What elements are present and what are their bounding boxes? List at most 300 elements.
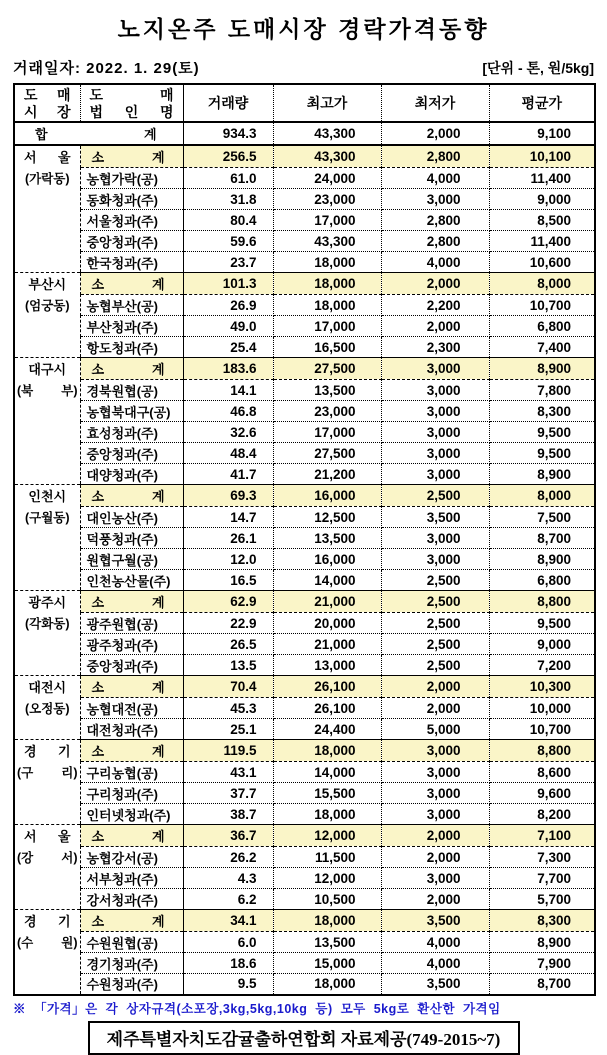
corp-high: 17,000 xyxy=(273,316,381,337)
corp-high: 12,000 xyxy=(273,868,381,889)
subtotal-label xyxy=(80,591,183,613)
subtotal-label-right: 계 xyxy=(151,489,165,504)
subtotal-label xyxy=(80,910,183,932)
corp-avg: 9,600 xyxy=(489,783,595,804)
subtotal-avg: 8,900 xyxy=(489,358,595,380)
subtotal-avg: 8,800 xyxy=(489,740,595,762)
corp-high: 18,000 xyxy=(273,295,381,316)
subtotal-label-left: 소 xyxy=(91,680,105,695)
subtotal-label xyxy=(80,273,183,295)
corp-high: 10,500 xyxy=(273,889,381,910)
market-name: 경 기 xyxy=(24,744,71,759)
subtotal-high: 18,000 xyxy=(273,910,381,932)
market-cell xyxy=(14,740,80,825)
corp-volume: 48.4 xyxy=(183,443,273,464)
subtotal-row xyxy=(14,825,595,847)
corp-name: 대인농산(주) xyxy=(80,507,183,528)
corp-row xyxy=(14,443,595,464)
corp-name: 서부청과(주) xyxy=(80,868,183,889)
market-name: 경 기 xyxy=(24,914,71,929)
subtotal-low: 2,000 xyxy=(381,273,489,295)
district-name: (가락동) xyxy=(24,171,70,186)
corp-high: 43,300 xyxy=(273,231,381,252)
subtotal-avg: 8,300 xyxy=(489,910,595,932)
corp-avg: 7,400 xyxy=(489,337,595,358)
corp-row xyxy=(14,422,595,443)
corp-volume: 26.1 xyxy=(183,528,273,549)
total-label xyxy=(14,122,183,145)
subtotal-row xyxy=(14,591,595,613)
col-header-low: 최저가 xyxy=(381,84,489,122)
district-name: (북 부) xyxy=(17,383,78,398)
corp-high: 21,000 xyxy=(273,634,381,655)
subtotal-low: 2,500 xyxy=(381,485,489,507)
district-name: (오정동) xyxy=(24,701,70,716)
corp-name: 대전청과(주) xyxy=(80,719,183,740)
corp-row xyxy=(14,953,595,974)
corp-volume: 26.9 xyxy=(183,295,273,316)
corp-avg: 8,700 xyxy=(489,528,595,549)
corp-volume: 61.0 xyxy=(183,168,273,189)
subtotal-label xyxy=(80,485,183,507)
corp-header-line1: 도 매 xyxy=(89,86,174,103)
corp-high: 13,500 xyxy=(273,932,381,953)
market-name: 광주시 xyxy=(28,595,67,610)
market-cell xyxy=(14,825,80,910)
corp-avg: 9,500 xyxy=(489,443,595,464)
corp-avg: 7,700 xyxy=(489,868,595,889)
subtotal-label xyxy=(80,825,183,847)
corp-high: 16,000 xyxy=(273,549,381,570)
corp-avg: 6,800 xyxy=(489,570,595,591)
subtotal-label-right: 계 xyxy=(151,829,165,844)
corp-avg: 9,000 xyxy=(489,189,595,210)
district-name: (엄궁동) xyxy=(24,298,70,313)
corp-low: 2,300 xyxy=(381,337,489,358)
corp-name: 중앙청과(주) xyxy=(80,655,183,676)
corp-low: 2,500 xyxy=(381,570,489,591)
total-low: 2,000 xyxy=(381,122,489,145)
corp-avg: 8,600 xyxy=(489,762,595,783)
total-high: 43,300 xyxy=(273,122,381,145)
col-header-volume: 거래량 xyxy=(183,84,273,122)
corp-avg: 7,500 xyxy=(489,507,595,528)
subtotal-volume: 69.3 xyxy=(183,485,273,507)
corp-high: 12,500 xyxy=(273,507,381,528)
corp-volume: 4.3 xyxy=(183,868,273,889)
corp-volume: 46.8 xyxy=(183,401,273,422)
corp-volume: 22.9 xyxy=(183,613,273,634)
subtotal-label-left: 소 xyxy=(91,277,105,292)
subtotal-label-right: 계 xyxy=(151,362,165,377)
corp-name: 농협북대구(공) xyxy=(80,401,183,422)
corp-row xyxy=(14,507,595,528)
meta-row xyxy=(13,57,594,78)
corp-name: 한국청과(주) xyxy=(80,252,183,273)
corp-volume: 32.6 xyxy=(183,422,273,443)
corp-name: 원협구월(공) xyxy=(80,549,183,570)
corp-avg: 8,200 xyxy=(489,804,595,825)
corp-avg: 11,400 xyxy=(489,231,595,252)
subtotal-high: 18,000 xyxy=(273,740,381,762)
corp-volume: 80.4 xyxy=(183,210,273,231)
corp-row xyxy=(14,613,595,634)
total-avg: 9,100 xyxy=(489,122,595,145)
market-cell xyxy=(14,273,80,358)
subtotal-label-left: 소 xyxy=(91,744,105,759)
subtotal-avg: 8,800 xyxy=(489,591,595,613)
col-header-avg: 평균가 xyxy=(489,84,595,122)
market-cell xyxy=(14,910,80,995)
corp-name: 농협강서(공) xyxy=(80,847,183,868)
corp-row xyxy=(14,570,595,591)
corp-volume: 23.7 xyxy=(183,252,273,273)
corp-low: 2,500 xyxy=(381,613,489,634)
subtotal-high: 27,500 xyxy=(273,358,381,380)
corp-high: 13,500 xyxy=(273,380,381,401)
subtotal-avg: 7,100 xyxy=(489,825,595,847)
corp-volume: 43.1 xyxy=(183,762,273,783)
subtotal-avg: 8,000 xyxy=(489,273,595,295)
corp-low: 2,800 xyxy=(381,231,489,252)
subtotal-row xyxy=(14,145,595,168)
corp-low: 2,800 xyxy=(381,210,489,231)
corp-header-line2: 법 인 명 xyxy=(89,103,174,120)
market-header-line2: 시 장 xyxy=(24,103,71,120)
subtotal-volume: 101.3 xyxy=(183,273,273,295)
corp-high: 17,000 xyxy=(273,210,381,231)
corp-name: 수원원협(공) xyxy=(80,932,183,953)
corp-name: 농협부산(공) xyxy=(80,295,183,316)
corp-name: 구리농협(공) xyxy=(80,762,183,783)
corp-avg: 10,000 xyxy=(489,698,595,719)
corp-name: 인천농산물(주) xyxy=(80,570,183,591)
subtotal-row xyxy=(14,358,595,380)
corp-row xyxy=(14,210,595,231)
subtotal-row xyxy=(14,273,595,295)
district-name: (수 원) xyxy=(17,935,78,950)
subtotal-label-right: 계 xyxy=(151,680,165,695)
provider-text: 제주특별자치도감귤출하연합회 자료제공(749-2015~7) xyxy=(106,1029,501,1049)
corp-row xyxy=(14,804,595,825)
market-name: 서 울 xyxy=(24,150,71,165)
corp-row xyxy=(14,719,595,740)
subtotal-avg: 8,000 xyxy=(489,485,595,507)
subtotal-volume: 70.4 xyxy=(183,676,273,698)
total-row xyxy=(14,122,595,145)
corp-name: 강서청과(주) xyxy=(80,889,183,910)
corp-low: 3,500 xyxy=(381,974,489,995)
corp-low: 3,000 xyxy=(381,189,489,210)
corp-name: 대양청과(주) xyxy=(80,464,183,485)
corp-low: 2,000 xyxy=(381,698,489,719)
corp-high: 11,500 xyxy=(273,847,381,868)
corp-high: 18,000 xyxy=(273,974,381,995)
subtotal-row xyxy=(14,740,595,762)
corp-volume: 12.0 xyxy=(183,549,273,570)
corp-avg: 9,500 xyxy=(489,613,595,634)
corp-avg: 8,900 xyxy=(489,932,595,953)
corp-low: 3,500 xyxy=(381,507,489,528)
subtotal-low: 2,500 xyxy=(381,591,489,613)
price-footnote: ※ 「가격」은 각 상자규격(소포장,3kg,5kg,10kg 등) 모두 5kg로 환산한 가격임 xyxy=(13,1001,501,1016)
corp-high: 23,000 xyxy=(273,401,381,422)
corp-low: 3,000 xyxy=(381,443,489,464)
corp-avg: 11,400 xyxy=(489,168,595,189)
corp-low: 2,000 xyxy=(381,847,489,868)
corp-low: 2,000 xyxy=(381,316,489,337)
corp-row xyxy=(14,889,595,910)
corp-name: 경기청과(주) xyxy=(80,953,183,974)
subtotal-label xyxy=(80,676,183,698)
corp-name: 중앙청과(주) xyxy=(80,443,183,464)
corp-high: 24,000 xyxy=(273,168,381,189)
corp-high: 27,500 xyxy=(273,443,381,464)
corp-row xyxy=(14,295,595,316)
corp-low: 3,000 xyxy=(381,464,489,485)
corp-name: 농협대전(공) xyxy=(80,698,183,719)
corp-row xyxy=(14,868,595,889)
corp-low: 4,000 xyxy=(381,252,489,273)
corp-low: 4,000 xyxy=(381,168,489,189)
corp-row xyxy=(14,528,595,549)
district-name: (각화동) xyxy=(24,616,70,631)
price-table xyxy=(13,83,596,996)
subtotal-label-right: 계 xyxy=(151,744,165,759)
corp-name: 서울청과(주) xyxy=(80,210,183,231)
corp-low: 3,000 xyxy=(381,762,489,783)
corp-row xyxy=(14,932,595,953)
corp-low: 2,200 xyxy=(381,295,489,316)
market-name: 대구시 xyxy=(28,362,67,377)
corp-name: 구리청과(주) xyxy=(80,783,183,804)
corp-name: 수원청과(주) xyxy=(80,974,183,995)
corp-volume: 59.6 xyxy=(183,231,273,252)
col-header-market xyxy=(14,84,80,122)
corp-name: 광주원협(공) xyxy=(80,613,183,634)
corp-avg: 7,900 xyxy=(489,953,595,974)
corp-low: 4,000 xyxy=(381,953,489,974)
corp-high: 18,000 xyxy=(273,804,381,825)
subtotal-label xyxy=(80,145,183,168)
corp-avg: 7,800 xyxy=(489,380,595,401)
subtotal-high: 12,000 xyxy=(273,825,381,847)
corp-row xyxy=(14,464,595,485)
subtotal-high: 26,100 xyxy=(273,676,381,698)
subtotal-avg: 10,100 xyxy=(489,145,595,168)
corp-low: 2,500 xyxy=(381,634,489,655)
corp-avg: 8,300 xyxy=(489,401,595,422)
corp-row xyxy=(14,634,595,655)
corp-row xyxy=(14,337,595,358)
subtotal-label-right: 계 xyxy=(151,150,165,165)
corp-row xyxy=(14,231,595,252)
corp-name: 중앙청과(주) xyxy=(80,231,183,252)
total-label-left: 합 xyxy=(35,127,48,142)
subtotal-volume: 34.1 xyxy=(183,910,273,932)
subtotal-avg: 10,300 xyxy=(489,676,595,698)
corp-volume: 41.7 xyxy=(183,464,273,485)
corp-low: 4,000 xyxy=(381,932,489,953)
market-name: 부산시 xyxy=(28,277,67,292)
subtotal-high: 43,300 xyxy=(273,145,381,168)
corp-avg: 9,000 xyxy=(489,634,595,655)
page-title: 노지온주 도매시장 경락가격동향 xyxy=(117,16,490,42)
corp-avg: 10,700 xyxy=(489,719,595,740)
market-cell xyxy=(14,676,80,740)
corp-volume: 13.5 xyxy=(183,655,273,676)
corp-high: 14,000 xyxy=(273,762,381,783)
corp-volume: 25.1 xyxy=(183,719,273,740)
market-cell xyxy=(14,591,80,676)
corp-row xyxy=(14,252,595,273)
subtotal-high: 16,000 xyxy=(273,485,381,507)
market-cell xyxy=(14,145,80,273)
corp-volume: 45.3 xyxy=(183,698,273,719)
corp-low: 3,000 xyxy=(381,528,489,549)
corp-low: 3,000 xyxy=(381,380,489,401)
corp-low: 3,000 xyxy=(381,549,489,570)
corp-row xyxy=(14,316,595,337)
subtotal-label-left: 소 xyxy=(91,150,105,165)
corp-row xyxy=(14,762,595,783)
market-cell xyxy=(14,358,80,485)
corp-avg: 9,500 xyxy=(489,422,595,443)
corp-high: 18,000 xyxy=(273,252,381,273)
subtotal-label-left: 소 xyxy=(91,362,105,377)
corp-volume: 6.2 xyxy=(183,889,273,910)
corp-low: 3,000 xyxy=(381,783,489,804)
corp-high: 15,500 xyxy=(273,783,381,804)
subtotal-volume: 62.9 xyxy=(183,591,273,613)
corp-avg: 7,200 xyxy=(489,655,595,676)
corp-name: 덕풍청과(주) xyxy=(80,528,183,549)
corp-low: 2,500 xyxy=(381,655,489,676)
corp-row xyxy=(14,549,595,570)
market-header-line1: 도 매 xyxy=(24,86,71,103)
corp-row xyxy=(14,847,595,868)
corp-avg: 8,500 xyxy=(489,210,595,231)
corp-row xyxy=(14,401,595,422)
subtotal-volume: 119.5 xyxy=(183,740,273,762)
corp-volume: 31.8 xyxy=(183,189,273,210)
corp-low: 3,000 xyxy=(381,868,489,889)
corp-avg: 10,700 xyxy=(489,295,595,316)
corp-low: 5,000 xyxy=(381,719,489,740)
corp-volume: 26.5 xyxy=(183,634,273,655)
subtotal-label-right: 계 xyxy=(151,595,165,610)
corp-name: 경북원협(공) xyxy=(80,380,183,401)
corp-volume: 9.5 xyxy=(183,974,273,995)
corp-volume: 14.1 xyxy=(183,380,273,401)
subtotal-row xyxy=(14,910,595,932)
subtotal-volume: 256.5 xyxy=(183,145,273,168)
provider-box xyxy=(88,1021,520,1055)
corp-avg: 8,900 xyxy=(489,549,595,570)
corp-low: 3,000 xyxy=(381,804,489,825)
subtotal-low: 3,500 xyxy=(381,910,489,932)
unit-label: [단위 - 톤, 원/5kg] xyxy=(482,60,594,76)
price-table-header xyxy=(14,84,595,122)
corp-volume: 14.7 xyxy=(183,507,273,528)
corp-volume: 16.5 xyxy=(183,570,273,591)
subtotal-low: 2,000 xyxy=(381,825,489,847)
district-name: (구월동) xyxy=(24,510,70,525)
corp-row xyxy=(14,783,595,804)
market-name: 대전시 xyxy=(28,680,67,695)
subtotal-high: 18,000 xyxy=(273,273,381,295)
total-label-right: 계 xyxy=(143,127,157,142)
corp-high: 20,000 xyxy=(273,613,381,634)
subtotal-label xyxy=(80,358,183,380)
corp-avg: 8,700 xyxy=(489,974,595,995)
subtotal-label xyxy=(80,740,183,762)
corp-low: 3,000 xyxy=(381,422,489,443)
corp-row xyxy=(14,974,595,995)
corp-high: 17,000 xyxy=(273,422,381,443)
corp-low: 3,000 xyxy=(381,401,489,422)
market-name: 서 울 xyxy=(24,829,71,844)
corp-avg: 10,600 xyxy=(489,252,595,273)
col-header-corp xyxy=(80,84,183,122)
subtotal-label-right: 계 xyxy=(151,914,165,929)
subtotal-low: 2,800 xyxy=(381,145,489,168)
corp-avg: 6,800 xyxy=(489,316,595,337)
corp-volume: 6.0 xyxy=(183,932,273,953)
corp-volume: 37.7 xyxy=(183,783,273,804)
subtotal-label-left: 소 xyxy=(91,829,105,844)
subtotal-low: 3,000 xyxy=(381,740,489,762)
corp-high: 13,500 xyxy=(273,528,381,549)
col-header-high: 최고가 xyxy=(273,84,381,122)
corp-high: 15,000 xyxy=(273,953,381,974)
corp-volume: 25.4 xyxy=(183,337,273,358)
subtotal-label-right: 계 xyxy=(151,277,165,292)
corp-name: 동화청과(주) xyxy=(80,189,183,210)
subtotal-row xyxy=(14,676,595,698)
district-name: (강 서) xyxy=(17,850,78,865)
corp-high: 24,400 xyxy=(273,719,381,740)
market-cell xyxy=(14,485,80,591)
price-table-body xyxy=(14,122,595,995)
corp-row xyxy=(14,655,595,676)
corp-row xyxy=(14,380,595,401)
subtotal-label-left: 소 xyxy=(91,595,105,610)
trade-date-label: 거래일자: 2022. 1. 29(토) xyxy=(13,60,200,77)
corp-row xyxy=(14,698,595,719)
subtotal-low: 2,000 xyxy=(381,676,489,698)
subtotal-low: 3,000 xyxy=(381,358,489,380)
corp-volume: 18.6 xyxy=(183,953,273,974)
subtotal-label-left: 소 xyxy=(91,489,105,504)
corp-low: 2,000 xyxy=(381,889,489,910)
market-name: 인천시 xyxy=(28,489,67,504)
corp-name: 부산청과(주) xyxy=(80,316,183,337)
corp-row xyxy=(14,168,595,189)
corp-name: 광주청과(주) xyxy=(80,634,183,655)
subtotal-label-left: 소 xyxy=(91,914,105,929)
corp-volume: 49.0 xyxy=(183,316,273,337)
corp-volume: 38.7 xyxy=(183,804,273,825)
corp-avg: 5,700 xyxy=(489,889,595,910)
subtotal-volume: 183.6 xyxy=(183,358,273,380)
corp-high: 16,500 xyxy=(273,337,381,358)
subtotal-row xyxy=(14,485,595,507)
corp-avg: 8,900 xyxy=(489,464,595,485)
subtotal-volume: 36.7 xyxy=(183,825,273,847)
corp-volume: 26.2 xyxy=(183,847,273,868)
corp-high: 14,000 xyxy=(273,570,381,591)
